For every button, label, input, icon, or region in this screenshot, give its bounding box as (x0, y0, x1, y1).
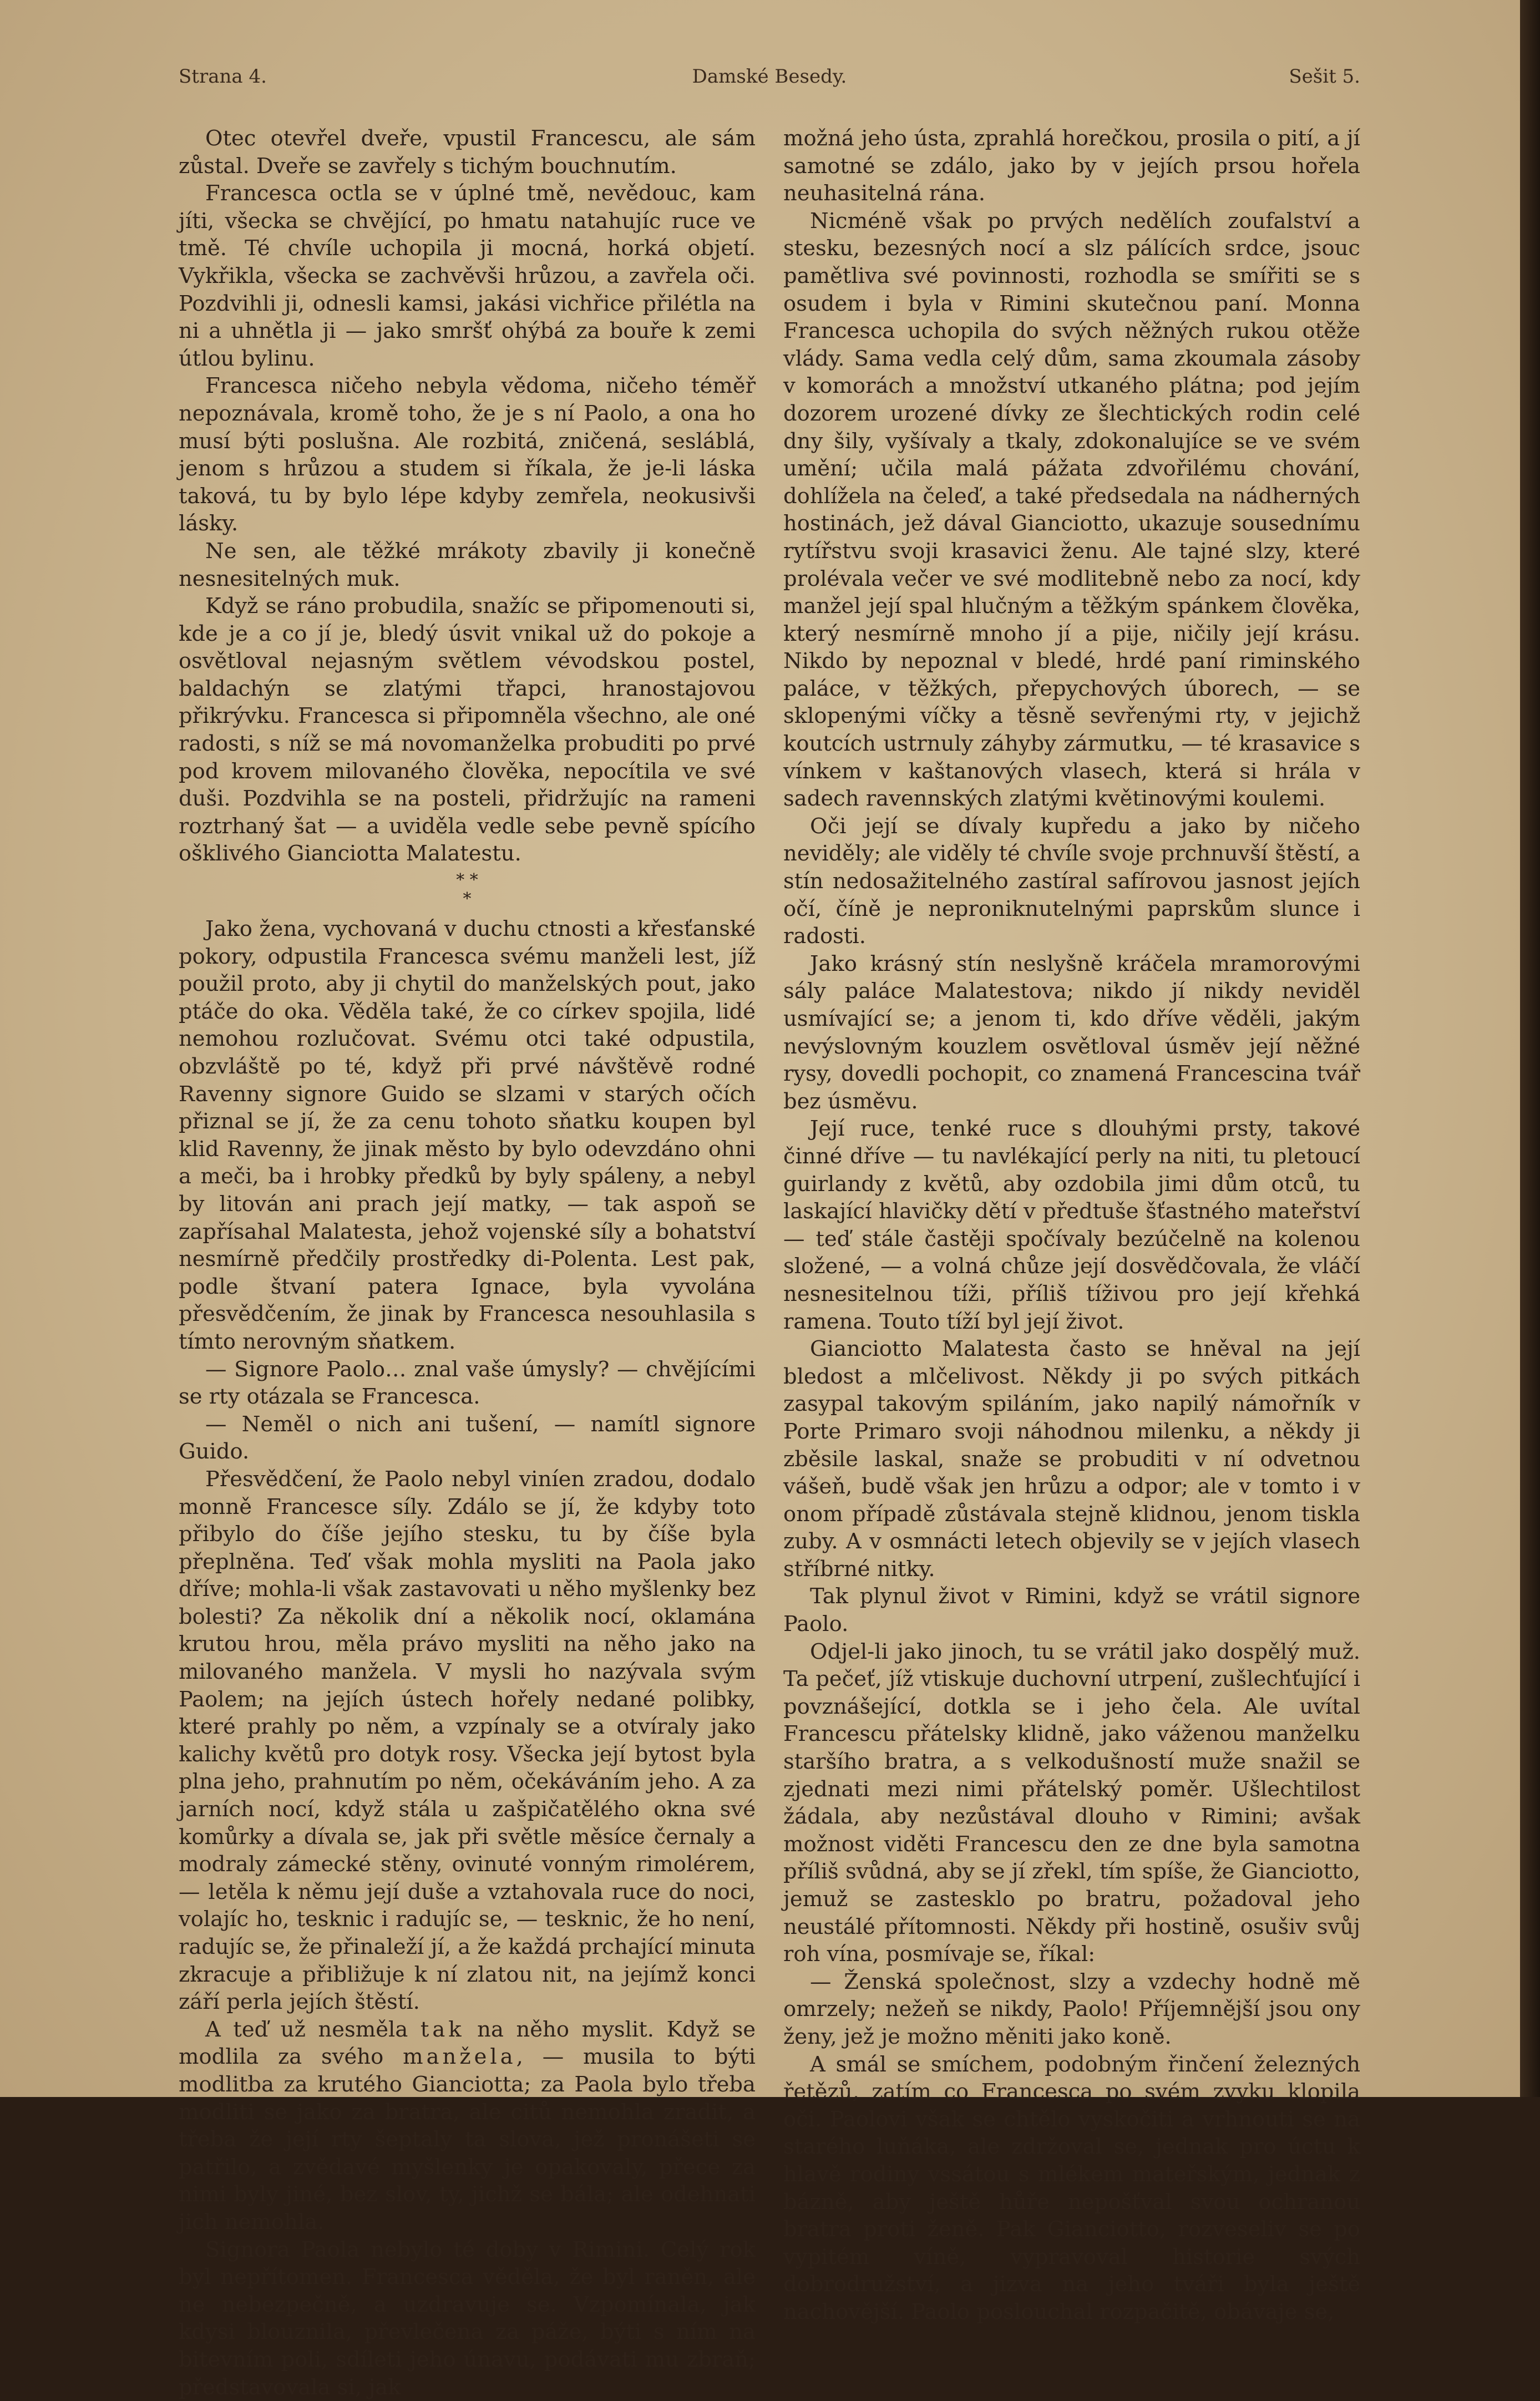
paragraph: — Neměl o nich ani tušení, — namítl signore Guido. (179, 1411, 756, 1465)
paragraph: — Signore Paolo… znal vaše úmysly? — chvějícími se rty otázala se Francesca. (179, 1356, 756, 1410)
left-column (179, 125, 756, 2401)
paragraph: Ne sen, ale těžké mrákoty zbavily ji konečně nesnesitelných muk. (179, 538, 756, 591)
text-run: , — musila to býti modlitba za krutého Gianciotta; za Paola bylo třeba modliti se jako za bratra, ale citů nemohla zradit, a třeba že její rty šeptaly ta slova, jež pronášeti se patřilo, a zvědavé myšlenky je opakovaly, přece za nimi byly jiné, bez slov, ty, jichž se bála; ale odehnati jich nemohla. (179, 2044, 756, 2235)
emphasis-tak: tak (420, 2017, 465, 2042)
divider-star-bottom: * (463, 889, 472, 909)
text-run: A teď už nesměla (205, 2017, 421, 2042)
paragraph: — Ženská společnost, slzy a vzdechy hodně mě omrzely; nežeň se nikdy, Paolo! Příjemnější jsou ony ženy, jež je možno měniti jako koně. (783, 1969, 1360, 2049)
paragraph: Nicméně však po prvých nedělích zoufalství a stesku, bezesných nocí a slz pálících srdce, jsouc pamětliva své povinnosti, rozhodla se smířiti se s osudem i byla v Rimini skutečnou paní. Monna Francesca uchopila do svých něžných rukou otěže vlády. Sama vedla celý dům, sama zkoumala zásoby v komorách a množství utkaného plátna; pod jejím dozorem urozené dívky ze šlechtických rodin celé dny šily, vyšívaly a tkaly, zdokonalujíce se ve svém umění; učila malá pážata zdvořilému chování, dohlížela na čeleď, a také předsedala na nádherných hostinách, jež dával Gianciotto, ukazuje sousednímu rytířstvu svoji krasavici ženu. Ale tajné slzy, které prolévala večer ve své modlitebně nebo za nocí, kdy manžel její spal hlučným a těžkým spánkem člověka, který nesmírně mnoho jí a pije, ničily její krásu. Nikdo by nepoznal v bledé, hrdé paní riminského paláce, v těžkých, přepychových úborech, — se sklopenými víčky a těsně sevřenými rty, v jejichž koutcích ustrnuly záhyby zármutku, — té krasavice s vínkem v kaštanových vlasech, která si hrála v sadech ravennských zlatými květinovými koulemi. (783, 208, 1360, 812)
paragraph: Otec otevřel dveře, vpustil Francescu, ale sám zůstal. Dveře se zavřely s tichým bouchnutím. (179, 126, 756, 179)
paragraph (179, 2016, 756, 2236)
emphasis-manzela: manžela (403, 2044, 516, 2070)
issue-number: Sešit 5. (1289, 65, 1360, 88)
paragraph: Její ruce, tenké ruce s dlouhými prsty, takové činné dříve — tu navlékající perly na niti, tu pletoucí guirlandy z květů, aby ozdobila jimi dům otců, tu laskající hlavičky dětí v předtuše šťastného mateřství — teď stále častěji spočívaly bezúčelně na kolenou složené, — a volná chůze její dosvědčovala, že vláčí nesnesitelnou tíži, příliš tíživou pro její křehká ramena. Touto tíží byl její život. (783, 1116, 1360, 1334)
section-divider (179, 868, 756, 915)
paragraph: Gianciotto Malatesta často se hněval na její bledost a mlčelivost. Někdy ji po svých pitkách zasypal takovým spiláním, jako napilý námořník v Porte Primaro svoji náhodnou milenku, a někdy ji zběsile laskal, snaže se probuditi v ní odvetnou vášeň, budě však jen hrůzu a odpor; ale v tomto i v onom případě zůstávala stejně klidnou, jenom tiskla zuby. A v osmnácti letech objevily se v jejích vlasech stříbrné nitky. (783, 1336, 1360, 1582)
paragraph: A smál se smíchem, podobným řinčení železných řetězů, zatím co Francesca po svém zvyku klopila oči. Paolovi však se chtělo vyskočiti a vrhnouti se na starého luňáka, ale zdržoval se, jednak pro úctu k hlavě rodiny vssátou s mlékem mateřským, jednak z bázně, aby ještě hůře nepošťval svou ochranou bratra proti ženě. Pak Gianciotto, rozveseliv se po vypitém víně, vypravoval historie svých dobrodružství, a jizva na jeho tváři byla ještě nachovější. Paolo poslouchal rozpačitě, obávaje se, (783, 2052, 1360, 2324)
paragraph: Oči její se dívaly kupředu a jako by ničeho neviděly; ale viděly té chvíle svoje prchnuvší štěstí, a stín nedosažitelného zastíral safírovou jasnost jejích očí, číně je neproniknutelnými paprskům slunce i radosti. (783, 813, 1360, 949)
paragraph: možná jeho ústa, zprahlá horečkou, prosila o pití, a jí samotné se zdálo, jako by v jejích prsou hořela neuhasitelná rána. (783, 126, 1360, 206)
right-column (783, 125, 1360, 2326)
paragraph: Jako žena, vychovaná v duchu ctnosti a křesťanské pokory, odpustila Francesca svému manželi lest, jíž použil proto, aby ji chytil do manželských pout, jako ptáče do oka. Věděla také, že co církev spojila, lidé nemohou rozlučovat. Svému otci také odpustila, obzvláště po té, když při prvé návštěvě rodné Ravenny signore Guido se slzami v starých očích přiznal se jí, že za cenu tohoto sňatku koupen byl klid Ravenny, že jinak město by bylo odevzdáno ohni a meči, ba i hrobky předků by byly spáleny, a nebyl by litován ani prach její matky, — tak aspoň se zapřísahal Malatesta, jehož vojenské síly a bohatství nesmírně předčily prostředky di-Polenta. Lest pak, podle štvaní patera Ignace, byla vyvolána přesvědčením, že jinak by Francesca nesouhlasila s tímto nerovným sňatkem. (179, 916, 756, 1354)
paragraph: Jako krásný stín neslyšně kráčela mramorovými sály paláce Malatestova; nikdo jí nikdy neviděl usmívající se; a jenom ti, kdo dříve věděli, jakým nevýslovným kouzlem osvětloval úsměv její něžné rysy, dovedli pochopit, co znamená Francescina tvář bez úsměvu. (783, 951, 1360, 1114)
page-number: Strana 4. (179, 65, 267, 88)
paragraph: Odjel-li jako jinoch, tu se vrátil jako dospělý muž. Ta pečeť, jíž vtiskuje duchovní utrpení, zušlechťující i povznášející, dotkla se i jeho čela. Ale uvítal Francescu přátelsky klidně, jako váženou manželku staršího bratra, a s velkodušností muže snažil se zjednati mezi nimi přátelský poměr. Ušlechtilost žádala, aby nezůstával dlouho v Rimini; avšak možnost viděti Francescu den ze dne byla samotna příliš svůdná, aby se jí zřekl, tím spíše, že Gianciotto, jemuž se zastesklo po bratru, požadoval jeho neustálé přítomnosti. Někdy při hostině, osušiv svůj roh vína, posmívaje se, říkal: (783, 1639, 1360, 1967)
page-header (179, 65, 1360, 99)
paragraph: Francesca octla se v úplné tmě, nevědouc, kam jíti, všecka se chvějící, po hmatu natahujíc ruce ve tmě. Té chvíle uchopila ji mocná, horká objetí. Vykřikla, všecka se zachvěvši hrůzou, a zavřela oči. Pozdvihli ji, odnesli kamsi, jakási vichřice přilétla na ni a uhnětla ji — jako smršť ohýbá za bouře k zemi útlou bylinu. (179, 181, 756, 371)
paragraph: Přesvědčení, že Paolo nebyl viníen zradou, dodalo monně Francesce síly. Zdálo se jí, že kdyby toto přibylo do číše jejího stesku, tu by číše byla přeplněna. Teď však mohla mysliti na Paola jako dříve; mohla-li však zastavovati u něho myšlenky bez bolesti? Za několik dní a několik nocí, oklamána krutou hrou, měla právo mysliti na něho jako na milovaného manžela. V mysli ho nazývala svým Paolem; na jejích ústech hořely nedané polibky, které prahly po něm, a vzpínaly se a otvíraly jako kalichy květů pro dotyk rosy. Všecka její bytost byla plna jeho, prahnutím po něm, očekáváním jeho. A za jarních nocí, když stála u zašpičatělého okna své komůrky a dívala se, jak při světle měsíce černaly a modraly zámecké stěny, ovinuté vonným rimolérem, — letěla k němu její duše a vztahovala ruce do noci, volajíc ho, tesknic i radujíc se, — tesknic, že ho není, radujíc se, že přinaleží jí, a že každá prchající minuta zkracuje a přibližuje k ní zlatou nit, na jejímž konci září perla jejích štěstí. (179, 1466, 756, 2015)
paragraph: Francesca ničeho nebyla vědoma, ničeho téměř nepoznávala, kromě toho, že je s ní Paolo, a ona ho musí býti poslušna. Ale rozbitá, zničená, sesláblá, jenom s hrůzou a studem si říkala, že je-li láska taková, tu by bylo lépe kdyby zemřela, neokusivši lásky. (179, 373, 756, 536)
divider-stars-top: * * (456, 870, 478, 890)
book-spine-edge (1520, 0, 1540, 2097)
paragraph: Tak plynul život v Rimini, když se vrátil signore Paolo. (783, 1584, 1360, 1637)
magazine-title: Damské Besedy. (692, 65, 847, 88)
paragraph: Signora Paola nebylo té doby v Rimini. Celý rok byl nepřítomen. Francesca věděla, že byl raněn, ale ne nebezpečně, a uzdravuje se. Vzpomínala, jak kdysi blouznila, převlečena za páže, býti s ním na bitevním poli, sdíleti jeho únavu, podávati mu zbraň; představovala si, jak (179, 2237, 756, 2400)
text-run: na něho myslit. Když se modlila za svého (179, 2017, 756, 2070)
paragraph: Když se ráno probudila, snažíc se připomenouti si, kde je a co jí je, bledý úsvit vnikal už do pokoje a osvětloval nejasným světlem vévodskou postel, baldachýn se zlatými třapci, hranostajovou přikrývku. Francesca si připomněla všechno, ale oné radosti, s níž se má novomanželka probuditi po prvé pod krovem milovaného člověka, nepocítila ve své duši. Pozdvihla se na posteli, přidržujíc na rameni roztrhaný šat — a uviděla vedle sebe pevně spícího ošklivého Gianciotta Malatestu. (179, 594, 756, 867)
